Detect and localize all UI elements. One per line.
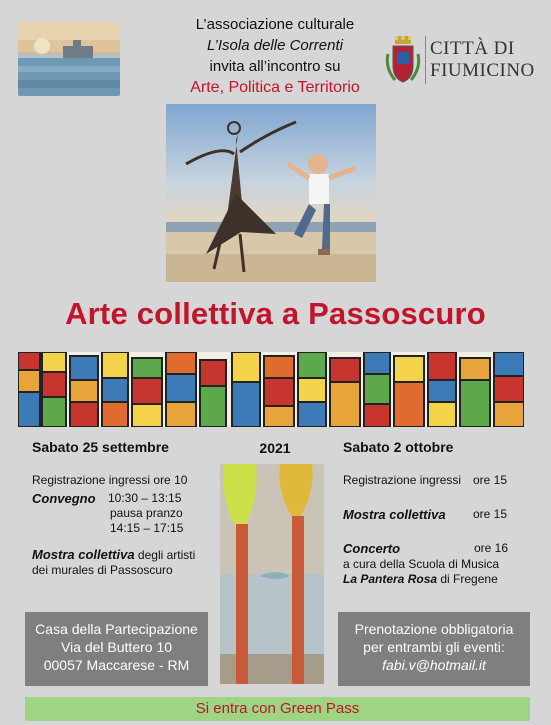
left-exhibition-label: Mostra collettiva	[32, 547, 135, 562]
left-date-heading: Sabato 25 settembre	[32, 439, 169, 455]
right-exhibition-time: ore 15	[473, 507, 508, 521]
invite-line: invita all’incontro su	[209, 58, 341, 75]
right-exhibition-label: Mostra collettiva	[343, 507, 446, 522]
year-label: 2021	[259, 440, 291, 456]
convegno-time-2: 14:15 – 17:15	[110, 521, 184, 535]
concert-school-name: La Pantera Rosa	[343, 572, 438, 586]
concert-organizer-line: a cura della Scuola di Musica	[343, 557, 500, 571]
booking-both-events: per entrambi gli eventi:	[363, 639, 505, 655]
left-exhibition-text-2: dei murales di Passoscuro	[32, 563, 173, 577]
convegno-block	[32, 491, 232, 536]
right-registration-row	[343, 473, 543, 507]
main-title: Arte collettiva a Passoscuro	[65, 296, 486, 331]
city-name	[430, 38, 535, 82]
association-line: L’associazione culturale	[195, 16, 355, 33]
coat-of-arms-icon	[385, 34, 421, 88]
city-name-line2: FIUMICINO	[430, 60, 535, 81]
convegno-label: Convegno	[32, 491, 96, 506]
left-registration: Registrazione ingressi ore 10	[32, 473, 188, 487]
association-name: L’Isola delle Correnti	[207, 37, 343, 54]
sculpture-beach-photo	[166, 104, 376, 282]
venue-box	[25, 612, 208, 686]
booking-box	[338, 612, 530, 686]
concert-school-line	[343, 572, 543, 587]
right-date-heading: Sabato 2 ottobre	[343, 439, 454, 455]
saturday-oct-column	[343, 440, 543, 587]
city-name-line1: CITTÀ DI	[430, 38, 515, 59]
left-exhibition	[32, 547, 232, 563]
event-theme: Arte, Politica e Territorio	[190, 79, 360, 96]
concert-label: Concerto	[343, 541, 401, 556]
concert-location: di Fregene	[437, 572, 498, 586]
concert-time: ore 16	[474, 541, 509, 555]
invitation-header	[150, 14, 400, 98]
city-logo	[385, 34, 535, 90]
corner-painting-image	[18, 22, 120, 96]
mural-banner-image	[18, 352, 524, 427]
booking-required: Prenotazione obbligatoria	[354, 621, 514, 637]
venue-street: Via del Buttero 10	[60, 639, 173, 655]
concert-row	[343, 541, 543, 557]
lunch-break: pausa pranzo	[110, 506, 183, 520]
left-exhibition-text-1: degli artisti	[134, 548, 196, 562]
right-registration-label: Registrazione ingressi	[343, 473, 462, 487]
booking-email-link[interactable]: fabi.v@hotmail.it	[382, 657, 486, 673]
convegno-time-1: 10:30 – 13:15	[108, 491, 182, 505]
right-exhibition-row	[343, 507, 543, 541]
green-pass-banner: Si entra con Green Pass	[25, 697, 530, 721]
right-registration-time: ore 15	[473, 473, 508, 487]
venue-name: Casa della Partecipazione	[35, 621, 198, 637]
saturday-sept-column	[32, 440, 232, 578]
city-divider	[425, 36, 426, 84]
tree-mural-photo	[220, 464, 324, 684]
venue-city: 00057 Maccarese - RM	[43, 657, 190, 673]
